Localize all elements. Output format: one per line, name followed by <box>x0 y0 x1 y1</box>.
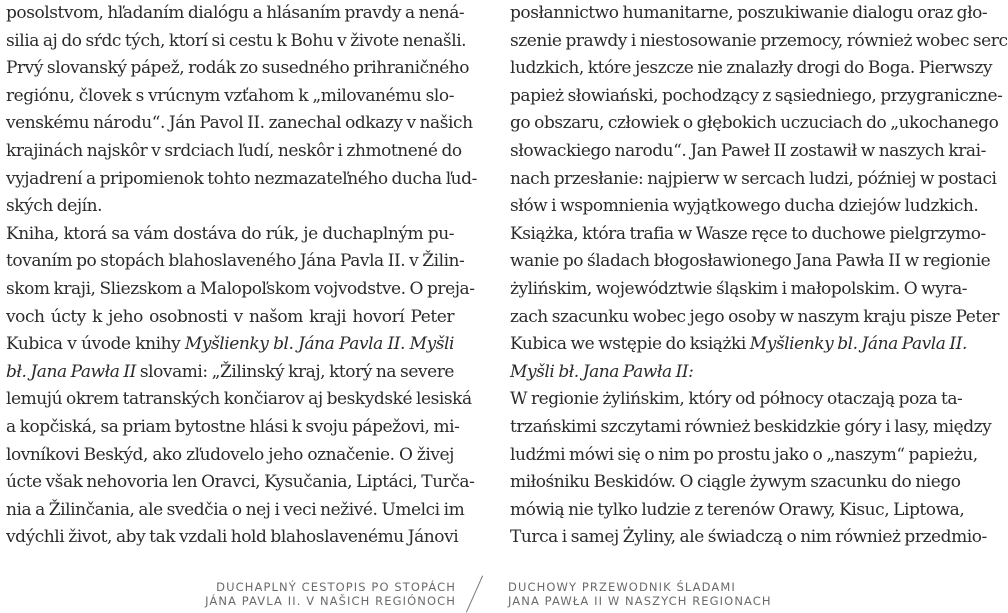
text-line <box>6 221 454 249</box>
text-line <box>510 110 999 138</box>
text-line <box>6 386 472 414</box>
footer-left-line2: JÁNA PAVLA II. V NAŠICH REGIÓNOCH <box>205 594 456 608</box>
text-line <box>510 166 997 194</box>
text-line <box>6 28 467 56</box>
text-line <box>510 414 992 442</box>
text-line <box>510 386 963 414</box>
text-line <box>6 414 460 442</box>
text-line <box>510 331 967 359</box>
text-line <box>510 248 991 276</box>
footer-left-line1: DUCHAPLNÝ CESTOPIS PO STOPÁCH <box>216 580 456 594</box>
text-segment: posłannictwo humanitarne, poszukiwanie dialogu oraz gło- <box>510 3 988 23</box>
text-line <box>510 193 979 221</box>
text-segment: słowackiego narodu“. Jan Paweł II zostawił w naszych krai- <box>510 140 986 161</box>
text-segment: ludzkich, które jeszcze nie znalazły drogi do Boga. Pierwszy <box>510 58 993 79</box>
text-line <box>510 304 1000 332</box>
footer-title-slovak <box>205 580 456 608</box>
text-line <box>510 524 987 552</box>
italic-title-segment: Myšlienky bl. Jána Pavla II. Myšli <box>184 334 454 355</box>
text-segment: Książka, która trafia w Wasze ręce to duchowe pielgrzymo- <box>510 223 986 244</box>
text-segment: silia aj do sŕdc tých, ktorí si cestu k Bohu v živote nenašli. <box>6 30 467 51</box>
text-segment: ludźmi mówi się o nim po prostu jako o „naszym“ papieżu, <box>510 444 978 465</box>
text-segment: krajinách najskôr v srdciach ľudí, neskôr i zhmotnené do <box>6 140 462 161</box>
text-line <box>6 442 454 470</box>
text-segment: tovaním po stopách blahoslaveného Jána Pavla II. v Žilin- <box>6 251 465 272</box>
text-segment: żylińskim, województwie śląskim i małopolskim. O wyra- <box>510 278 968 299</box>
text-segment: szenie prawdy i niestosowanie przemocy, również wobec serc <box>510 30 1008 51</box>
text-segment: skom kraji, Sliezskom a Malopoľskom vojvodstve. O preja- <box>6 278 475 299</box>
text-segment: vyjadrení a pripomienok tohto nezmazateľného ducha ľud- <box>6 168 477 189</box>
text-line <box>6 55 470 83</box>
text-line <box>6 166 477 194</box>
text-segment: venskému národu“. Ján Pavol II. zanechal odkazy v našich <box>6 113 473 134</box>
footer-right-line1: DUCHOWY PRZEWODNIK ŚLADAMI <box>508 580 736 594</box>
text-line <box>510 0 988 28</box>
text-line <box>6 331 454 359</box>
page-footer <box>0 580 960 613</box>
footer-title-polish <box>508 580 772 608</box>
text-segment: Kubica v úvode knihy <box>6 334 185 355</box>
text-segment: Kniha, ktorá sa vám dostáva do rúk, je duchaplným pu- <box>6 223 454 244</box>
text-line <box>6 497 465 525</box>
text-line <box>510 138 986 166</box>
text-segment: nia a Žilinčania, ale svedčia o nej i veci neživé. Umelci im <box>6 499 465 520</box>
text-segment: posolstvom, hľadaním dialógu a hlásaním pravdy a nená- <box>6 3 465 23</box>
text-segment: Kubica we wstępie do książki <box>510 334 750 355</box>
text-line <box>6 248 465 276</box>
text-segment: voch úcty k jeho osobnosti v našom kraji hovorí Peter <box>6 306 454 327</box>
text-line <box>6 524 459 552</box>
text-line <box>510 276 968 304</box>
text-line <box>510 83 1003 111</box>
text-segment: go obszaru, człowiek o głębokich uczuciach do „ukochanego <box>510 113 999 134</box>
text-line <box>6 193 454 221</box>
text-line <box>510 221 986 249</box>
text-line <box>6 304 454 332</box>
text-line <box>510 497 965 525</box>
text-line <box>6 110 473 138</box>
text-segment: mówią nie tylko ludzie z terenów Orawy, Kisuc, Liptowa, <box>510 499 965 520</box>
text-line <box>510 469 961 497</box>
text-line <box>6 359 454 387</box>
right-column-polish <box>510 0 1008 560</box>
text-segment: ských dejín. <box>6 196 103 217</box>
text-line <box>6 469 475 497</box>
footer-divider-slash <box>466 576 483 613</box>
text-segment: papież słowiański, pochodzący z sąsiedniego, przygraniczne- <box>510 85 1003 106</box>
text-segment: nach przesłanie: najpierw w sercach ludzi, później w postaci <box>510 168 997 189</box>
text-line <box>6 83 454 111</box>
text-segment: wanie po śladach błogosławionego Jana Pawła II w regionie <box>510 251 991 272</box>
text-line <box>6 0 465 28</box>
text-segment: słów i wspomnienia wyjątkowego ducha dziejów ludzkich. <box>510 196 979 217</box>
text-segment: vdýchli život, aby tak vzdali hold blahoslavenému Jánovi <box>6 527 459 548</box>
text-segment: zach szacunku wobec jego osoby w naszym kraju pisze Peter <box>510 306 1000 327</box>
text-segment: a kopčiská, sa priam bytostne hlási k svoju pápežovi, mi- <box>6 416 460 437</box>
left-column-slovak <box>6 0 477 560</box>
text-line <box>510 28 1008 56</box>
text-segment: lovníkovi Beskýd, ako zľudovelo jeho označenie. O živej <box>6 444 454 465</box>
italic-title-segment: Myšlienky bl. Jána Pavla II. <box>749 334 967 355</box>
text-segment: úcte však nehovoria len Oravci, Kysučania, Liptáci, Turča- <box>6 472 475 493</box>
italic-title-segment: Myšli bł. Jana Pawła II: <box>510 361 694 382</box>
italic-title-segment: bł. Jana Pawła II <box>6 361 136 382</box>
text-segment: miłośniku Beskidów. O ciągle żywym szacunku do niego <box>510 472 961 493</box>
text-line <box>6 276 475 304</box>
text-segment: W regionie żylińskim, który od północy otaczają poza ta- <box>510 389 963 410</box>
text-line <box>510 359 956 387</box>
text-line <box>510 442 978 470</box>
text-segment: Prvý slovanský pápež, rodák zo susedného prihraničného <box>6 58 470 79</box>
text-segment: slovami: „Žilinský kraj, ktorý na severe <box>135 361 454 382</box>
text-segment: lemujú okrem tatranských končiarov aj beskydské lesiská <box>6 389 472 410</box>
text-segment: regiónu, človek s vrúcnym vzťahom k „milovanému slo- <box>6 85 454 106</box>
footer-right-line2: JANA PAWŁA II W NASZYCH REGIONACH <box>508 594 772 608</box>
text-line <box>510 55 993 83</box>
text-line <box>6 138 462 166</box>
text-segment: Turca i samej Żyliny, ale świadczą o nim również przedmio- <box>510 527 987 548</box>
text-segment: trzańskimi szczytami również beskidzkie góry i lasy, między <box>510 416 992 437</box>
